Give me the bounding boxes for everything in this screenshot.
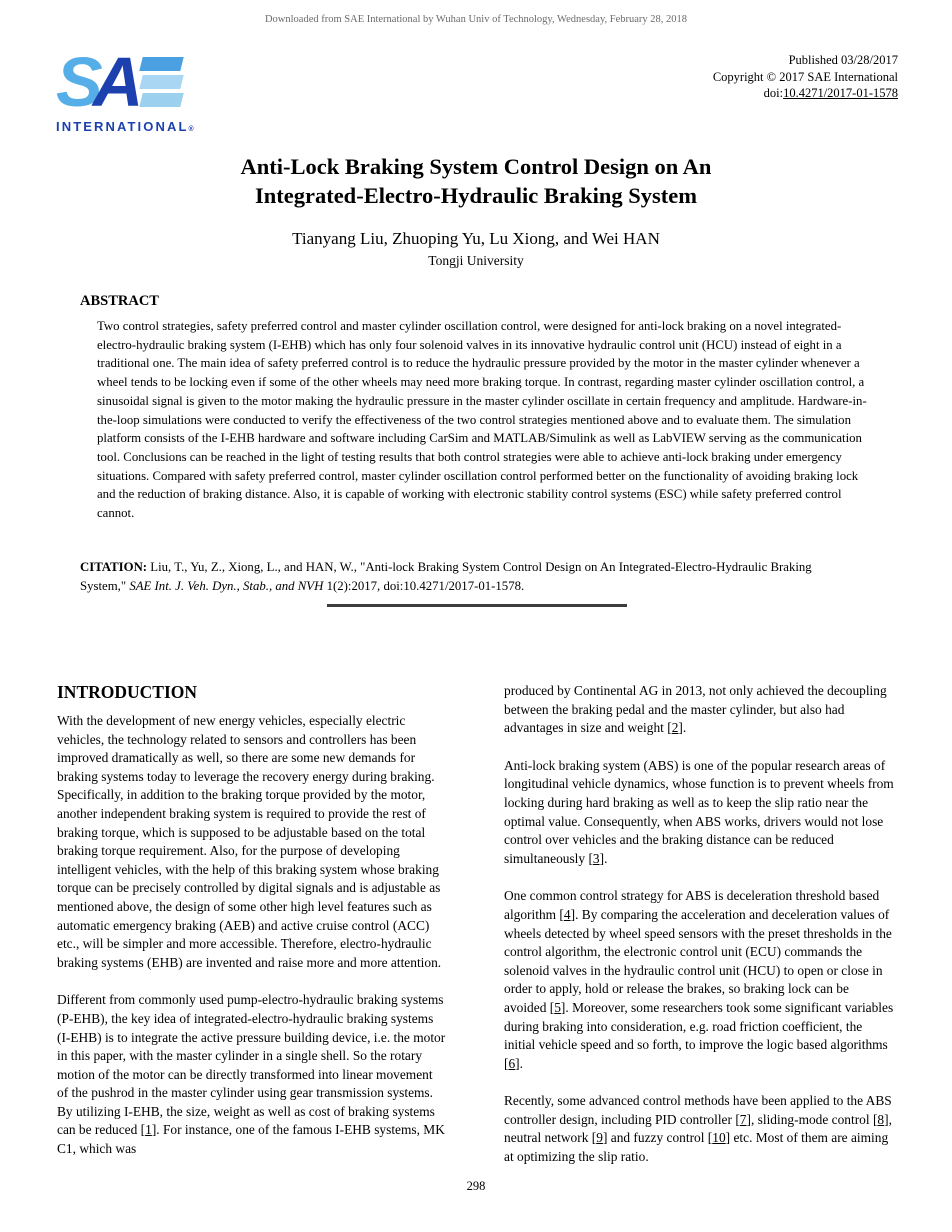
reference-link[interactable]: 2	[671, 720, 679, 736]
paper-title-line2: Integrated-Electro-Hydraulic Braking System	[254, 183, 698, 208]
affiliation: Tongji University	[428, 253, 524, 268]
paper-title-line1: Anti-Lock Braking System Control Design on An	[240, 154, 712, 179]
paragraph: Recently, some advanced control methods have been applied to the ABS controller design, including PID controller [7], sliding-mode control [8], neutral network [9] and fuzzy control [10] etc. Most of them are aiming at optimizing the slip ratio.	[504, 1093, 892, 1165]
authors: Tianyang Liu, Zhuoping Yu, Lu Xiong, and Wei HAN	[292, 229, 660, 248]
published-date: Published 03/28/2017	[788, 53, 898, 67]
paragraph: With the development of new energy vehicles, especially electric vehicles, the technology related to sensors and controllers has been improved dramatically as well, so there are some new demands for braking systems today to leverage the recovery energy during braking. Specifically, in addition to the braking torque provided by the motor, another independent braking system is required to provide the rest of braking torque, which is supposed to be adjustable based on the total braking torque requirement. Also, for the purpose of developing intelligent vehicles, with the help of this braking system whose braking torque can be precisely controlled by digital signals and is adjustable as mentioned above, the design of some other high level features such as automatic emergency braking (AEB) and active cruise control (ACC) etc., will be simpler and more accessible. Therefore, electro-hydraulic braking systems (EHB) are invented and raise more and more attention.	[57, 713, 442, 970]
section-divider	[327, 604, 627, 607]
sae-e-bar-bottom	[140, 93, 184, 107]
reference-link[interactable]: 6	[508, 1055, 516, 1071]
sae-letter-s: S	[56, 43, 99, 121]
reference-link[interactable]: 1	[145, 1122, 152, 1138]
sae-logo-subtitle: INTERNATIONAL®	[56, 119, 194, 134]
paragraph: Different from commonly used pump-electro-hydraulic braking systems (P-EHB), the key idea of integrated-electro-hydraulic braking systems (I-EHB) is to integrate the active pressure building device, i.e. the motor in this paper, with the master cylinder in a single shell. So the rotary motion of the motor can be directly transformed into linear movement of the pushrod in the master cylinder using gear transmission systems. By utilizing I-EHB, the size, weight as well as cost of braking systems can be reduced [1]. For instance, one of the famous I-EHB systems, MK C1, which was	[57, 992, 446, 1157]
doi-link[interactable]: 10.4271/2017-01-1578	[783, 86, 898, 100]
right-column	[504, 682, 894, 1167]
reference-link[interactable]: 7	[739, 1111, 747, 1127]
sae-logo-letters	[56, 43, 196, 121]
sae-letter-a: A	[92, 43, 140, 121]
page-number: 298	[466, 1179, 486, 1193]
doi-line: doi:10.4271/2017-01-1578	[763, 86, 898, 100]
paragraph: produced by Continental AG in 2013, not only achieved the decoupling between the braking pedal and the master cylinder, but also had advantages in size and weight [2].	[504, 683, 887, 736]
registered-mark: ®	[188, 126, 194, 133]
abstract-heading: ABSTRACT	[80, 293, 159, 309]
paragraph: Anti-lock braking system (ABS) is one of the popular research areas of longitudinal vehicle dynamics, whose function is to prevent wheels from locking during hard braking as well as to keep the slip ratio near the optimal value. Consequently, when ABS works, drivers would not lose control over vehicles and the braking distance can be reduced simultaneously [3].	[504, 757, 894, 866]
abstract-section	[80, 293, 878, 523]
body-columns	[57, 682, 895, 1167]
publication-info	[713, 52, 898, 102]
citation: CITATION: Liu, T., Yu, Z., Xiong, L., and HAN, W., "Anti-lock Braking System Control Design on An Integrated-Electro-Hydraulic Braking System," SAE Int. J. Veh. Dyn., Stab., and NVH 1(2):2017, doi:10.4271/2017-01-1578.	[80, 560, 812, 593]
sae-e-bar-top	[140, 57, 184, 71]
reference-link[interactable]: 3	[592, 850, 600, 866]
copyright-line: Copyright © 2017 SAE International	[712, 69, 898, 84]
download-notice: Downloaded from SAE International by Wuhan Univ of Technology, Wednesday, February 28, 2018	[264, 14, 688, 25]
left-column	[57, 682, 447, 1167]
reference-link[interactable]: 5	[554, 999, 561, 1015]
introduction-heading: INTRODUCTION	[57, 682, 198, 702]
sae-e-bar-mid	[140, 75, 184, 89]
abstract-text: Two control strategies, safety preferred control and master cylinder oscillation control, were designed for anti-lock braking on a novel integrated-electro-hydraulic braking system (I-EHB) which has only four solenoid valves in its innovative hydraulic control unit (HCU) instead of eight in a traditional one. The main idea of safety preferred control is to reduce the hydraulic pressure provided by the motor in the master cylinder whenever a wheel tends to be locking even if some of the other wheels may need more braking torque. In contrast, regarding master cylinder oscillation control, a sinusoidal signal is given to the motor making the hydraulic pressure in the master cylinder oscillate in certain frequency and amplitude. Hardware-in-the-loop simulations were conducted to verify the effectiveness of the two control strategies mentioned above and to evaluate them. The simulation platform consists of the I-EHB hardware and software including CarSim and MATLAB/Simulink as well as LabVIEW serving as the communication tool. Conclusions can be reached in the light of testing results that both control strategies were able to achieve anti-lock braking under emergency situations. Compared with safety preferred control, master cylinder oscillation control performed better on the functionality of avoiding braking lock and the reduction of braking distance. Also, it is capable of working with electronic stability control systems (ESC) while safety preferred control cannot.	[97, 319, 867, 521]
reference-link[interactable]: 4	[563, 906, 571, 922]
reference-link[interactable]: 10	[712, 1130, 726, 1146]
sae-letter-e-icon	[141, 57, 182, 107]
reference-link[interactable]: 8	[877, 1111, 885, 1127]
right-column-paragraphs	[504, 682, 894, 1167]
title-block	[0, 152, 952, 269]
left-column-paragraphs	[57, 712, 447, 1159]
sae-logo	[56, 43, 196, 134]
paper-title	[0, 152, 952, 210]
reference-link[interactable]: 9	[596, 1130, 603, 1146]
paragraph: One common control strategy for ABS is deceleration threshold based algorithm [4]. By comparing the acceleration and deceleration values of wheels detected by wheel speed sensors with the preset thresholds in the control algorithm, the electronic control unit (ECU) commands the solenoid valves in the hydraulic control unit (HCU) to open or close in order to apply, hold or release the brakes, so braking lock can be avoided [5]. Moreover, some researchers took some significant variables during braking into consideration, e.g. road friction coefficient, the initial vehicle speed and so forth, to improve the logic based algorithms [6].	[504, 888, 894, 1071]
